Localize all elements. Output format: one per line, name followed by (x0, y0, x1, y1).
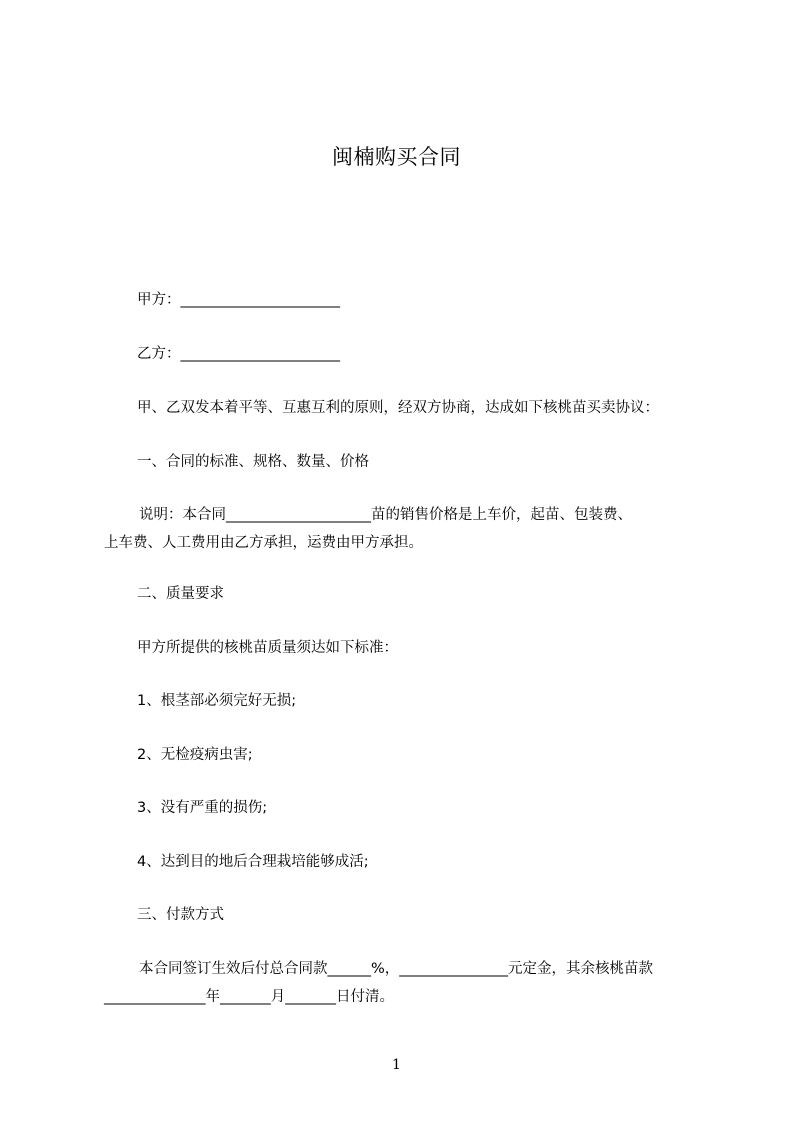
section2-item-1: 1、根茎部必须完好无损; (137, 693, 297, 709)
section2-item-2: 2、无检疫病虫害; (137, 747, 253, 763)
document-title: 闽楠购买合同 (332, 145, 461, 169)
intro-paragraph: 甲、乙双发本着平等、互惠互利的原则，经双方协商，达成如下核桃苗买卖协议： (137, 400, 659, 416)
party-a-line: 甲方：______________________ (137, 292, 340, 308)
section1-note-line2: 上车费、人工费用由乙方承担，运费由甲方承担。 (104, 535, 423, 551)
section2-item-3: 3、没有严重的损伤; (137, 800, 268, 816)
party-b-line: 乙方：______________________ (137, 346, 340, 362)
page-number: 1 (392, 1057, 401, 1073)
section3-line1: 本合同签订生效后付总合同款______%，_______________元定金，其余核桃苗款 (139, 961, 654, 977)
section3-line2: ______________年_______月_______日付清。 (104, 989, 394, 1005)
section2-heading: 二、质量要求 (137, 586, 224, 602)
section2-item-4: 4、达到目的地后合理栽培能够成活; (137, 854, 369, 870)
section1-note-line1: 说明：本合同____________________苗的销售价格是上车价，起苗、包装费、 (139, 507, 632, 523)
section3-heading: 三、付款方式 (137, 907, 224, 923)
section1-heading: 一、合同的标准、规格、数量、价格 (137, 454, 369, 470)
section2-intro: 甲方所提供的核桃苗质量须达如下标准： (137, 640, 398, 656)
